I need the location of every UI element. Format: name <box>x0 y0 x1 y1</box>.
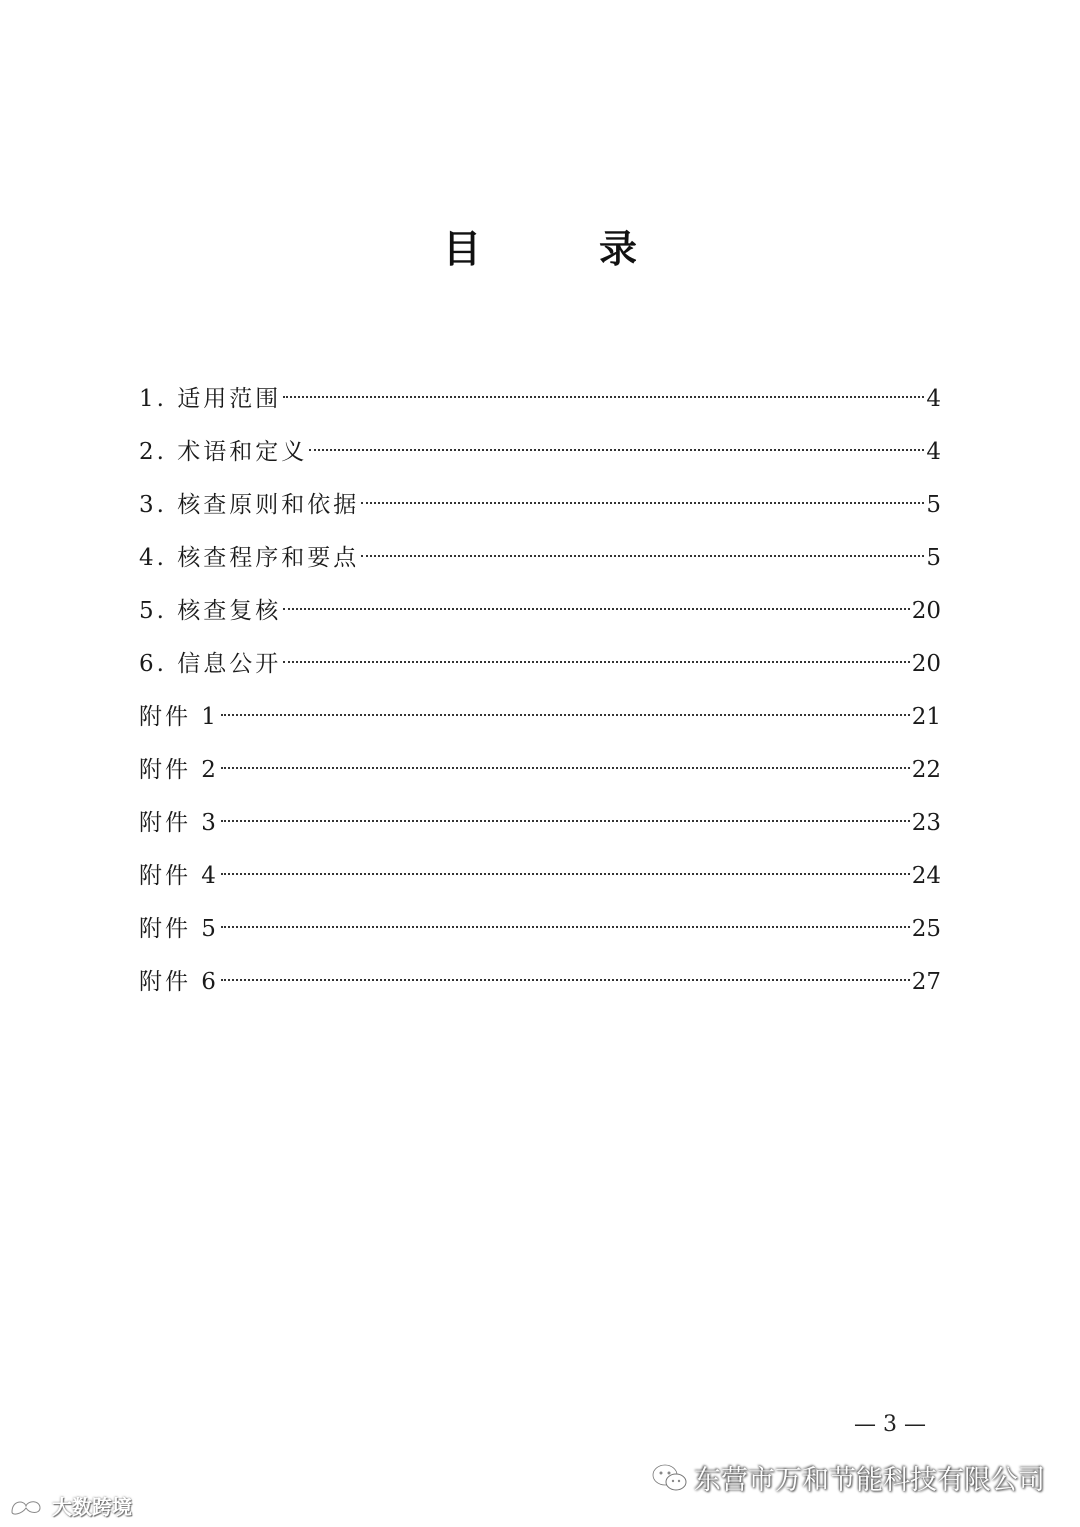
toc-item-label: 附件 6 <box>139 969 219 995</box>
toc-leader-dots <box>283 578 909 618</box>
toc-leader-dots <box>221 949 910 989</box>
toc-item[interactable] <box>139 737 941 790</box>
toc-leader-dots <box>221 737 910 777</box>
toc-item-label: 附件 1 <box>139 704 219 730</box>
toc-item-label: 附件 4 <box>139 863 219 889</box>
toc-item-page: 21 <box>911 704 941 730</box>
toc-item-label: 1. 适用范围 <box>139 386 282 412</box>
toc-leader-dots <box>361 472 924 512</box>
toc-item[interactable] <box>139 896 941 949</box>
toc-item-label: 附件 5 <box>139 916 219 942</box>
toc-item[interactable] <box>139 790 941 843</box>
toc-item-label: 3. 核查原则和依据 <box>139 492 360 518</box>
toc-leader-dots <box>361 525 924 565</box>
toc-item[interactable] <box>139 366 941 419</box>
toc-item-page: 5 <box>926 492 941 518</box>
toc-item-page: 24 <box>911 863 941 889</box>
toc-leader-dots <box>221 790 910 830</box>
page-number: — 3 — <box>854 1412 926 1437</box>
toc-item-page: 23 <box>911 810 941 836</box>
toc-item[interactable] <box>139 419 941 472</box>
toc-item-label: 5. 核查复核 <box>139 598 282 624</box>
toc-item-label: 2. 术语和定义 <box>139 439 308 465</box>
table-of-contents <box>139 366 941 1002</box>
toc-item[interactable] <box>139 843 941 896</box>
toc-leader-dots <box>283 631 909 671</box>
toc-leader-dots <box>283 366 924 406</box>
toc-item-label: 4. 核查程序和要点 <box>139 545 360 571</box>
page-title: 目 录 <box>442 227 677 271</box>
toc-item-label: 附件 2 <box>139 757 219 783</box>
toc-item[interactable] <box>139 949 941 1002</box>
company-watermark-text: 东营市万和节能科技有限公司 <box>694 1465 1045 1496</box>
toc-item-page: 22 <box>911 757 941 783</box>
brand-logo-icon <box>8 1494 48 1518</box>
toc-leader-dots <box>221 896 910 936</box>
wechat-icon <box>650 1463 690 1493</box>
company-watermark <box>650 1458 1045 1497</box>
toc-item[interactable] <box>139 684 941 737</box>
toc-item[interactable] <box>139 631 941 684</box>
toc-leader-dots <box>309 419 924 459</box>
toc-item-page: 5 <box>926 545 941 571</box>
toc-item-page: 4 <box>926 386 941 412</box>
brand-watermark <box>8 1491 132 1520</box>
toc-item-page: 20 <box>911 651 941 677</box>
toc-item-label: 6. 信息公开 <box>139 651 282 677</box>
toc-item[interactable] <box>139 525 941 578</box>
toc-item-page: 25 <box>911 916 941 942</box>
toc-item[interactable] <box>139 578 941 631</box>
toc-item-page: 20 <box>911 598 941 624</box>
toc-item-page: 4 <box>926 439 941 465</box>
toc-item-label: 附件 3 <box>139 810 219 836</box>
toc-leader-dots <box>221 843 910 883</box>
toc-leader-dots <box>221 684 910 724</box>
toc-item[interactable] <box>139 472 941 525</box>
brand-watermark-text: 大数跨境 <box>52 1495 132 1519</box>
toc-item-page: 27 <box>911 969 941 995</box>
